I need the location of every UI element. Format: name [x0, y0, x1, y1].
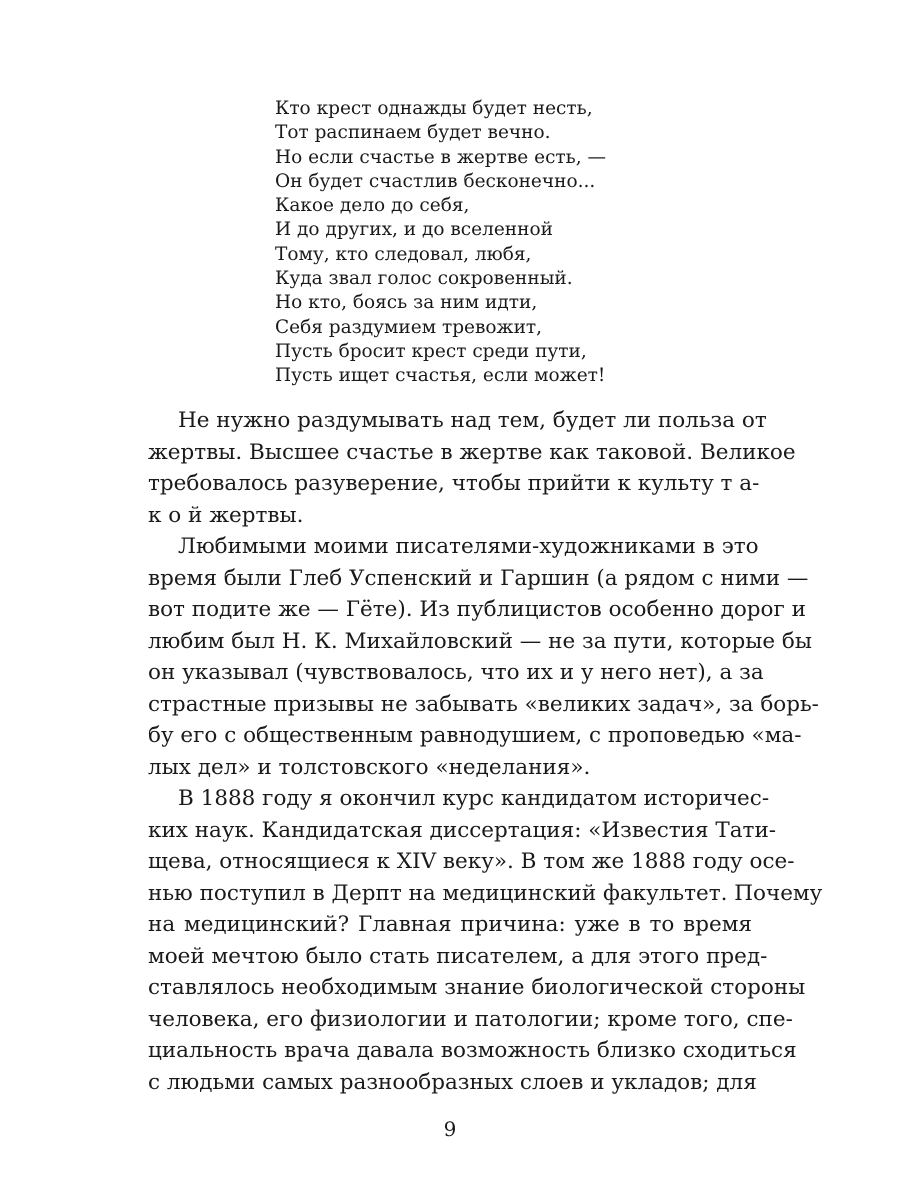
text-line: Не нужно раздумывать над тем, будет ли польза от — [178, 408, 767, 433]
poem-stanza — [275, 97, 635, 389]
text-line: Любимыми моими писателями-художниками в это — [178, 534, 759, 559]
text-line: страстные призывы не забывать «великих задач», за борь- — [148, 691, 819, 717]
poem-line: Он будет счастлив бесконечно... — [275, 170, 596, 192]
poem-line: Но кто, боясь за ним идти, — [275, 292, 538, 314]
text-line: с людьми самых разнообразных слоев и укладов; для — [148, 1069, 757, 1095]
text-line: время были Глеб Успенский и Гаршин (а рядом с ними — — [148, 565, 809, 591]
poem-line: И до других, и до вселенной — [275, 219, 553, 241]
text-line: В 1888 году я окончил курс кандидатом историчес- — [178, 786, 770, 811]
text-line: нью поступил в Дерпт на медицинский факультет. Почему — [148, 880, 823, 906]
text-line: на медицинский? Главная причина: уже в то время — [148, 912, 752, 937]
text-line: ких наук. Кандидатская диссертация: «Известия Тати- — [148, 817, 777, 843]
text-line: лых дел» и толстовского «неделания». — [148, 754, 591, 780]
poem-line: Куда звал голос сокровенный. — [275, 268, 573, 290]
text-line: любим был Н. К. Михайловский — не за пути, которые бы — [148, 628, 812, 654]
poem-line: Тому, кто следовал, любя, — [275, 243, 532, 265]
poem-line: Пусть ищет счастья, если может! — [275, 365, 606, 387]
text-line: человека, его физиологии и патологии; кроме того, спе- — [148, 1006, 793, 1032]
poem-line: Тот распинаем будет вечно. — [275, 122, 551, 144]
text-line: требовалось разуверение, чтобы прийти к культу т а- — [148, 471, 760, 496]
text-line: моей мечтою было стать писателем, а для этого пред- — [148, 943, 768, 969]
poem-line: Но если счастье в жертве есть, — — [275, 146, 607, 168]
text-line: к о й жертвы. — [148, 502, 304, 528]
poem-line: Себя раздумием тревожит, — [275, 316, 543, 338]
text-line: щева, относящиеся к XIV веку». В том же 1888 году осе- — [148, 849, 795, 874]
text-line: бу его с общественным равнодушием, с проповедью «ма- — [148, 723, 802, 748]
text-line: циальность врача давала возможность близко сходиться — [148, 1038, 797, 1063]
poem-line: Пусть бросит крест среди пути, — [275, 340, 587, 362]
paragraph-education — [148, 783, 823, 1098]
paragraph-favorite-writers — [148, 531, 819, 783]
text-line: вот подите же — Гёте). Из публицистов особенно дорог и — [148, 597, 806, 622]
text-line: ставлялось необходимым знание биологической стороны — [148, 975, 806, 1000]
text-line: он указывал (чувствовалось, что их и у него нет), а за — [148, 660, 764, 685]
paragraph-sacrifice — [148, 405, 796, 531]
poem-line: Кто крест однажды будет несть, — [275, 98, 593, 119]
body-text — [148, 405, 823, 1098]
poem-line: Какое дело до себя, — [275, 195, 470, 217]
page-number: 9 — [443, 1117, 457, 1141]
text-line: жертвы. Высшее счастье в жертве как таковой. Великое — [148, 439, 796, 465]
